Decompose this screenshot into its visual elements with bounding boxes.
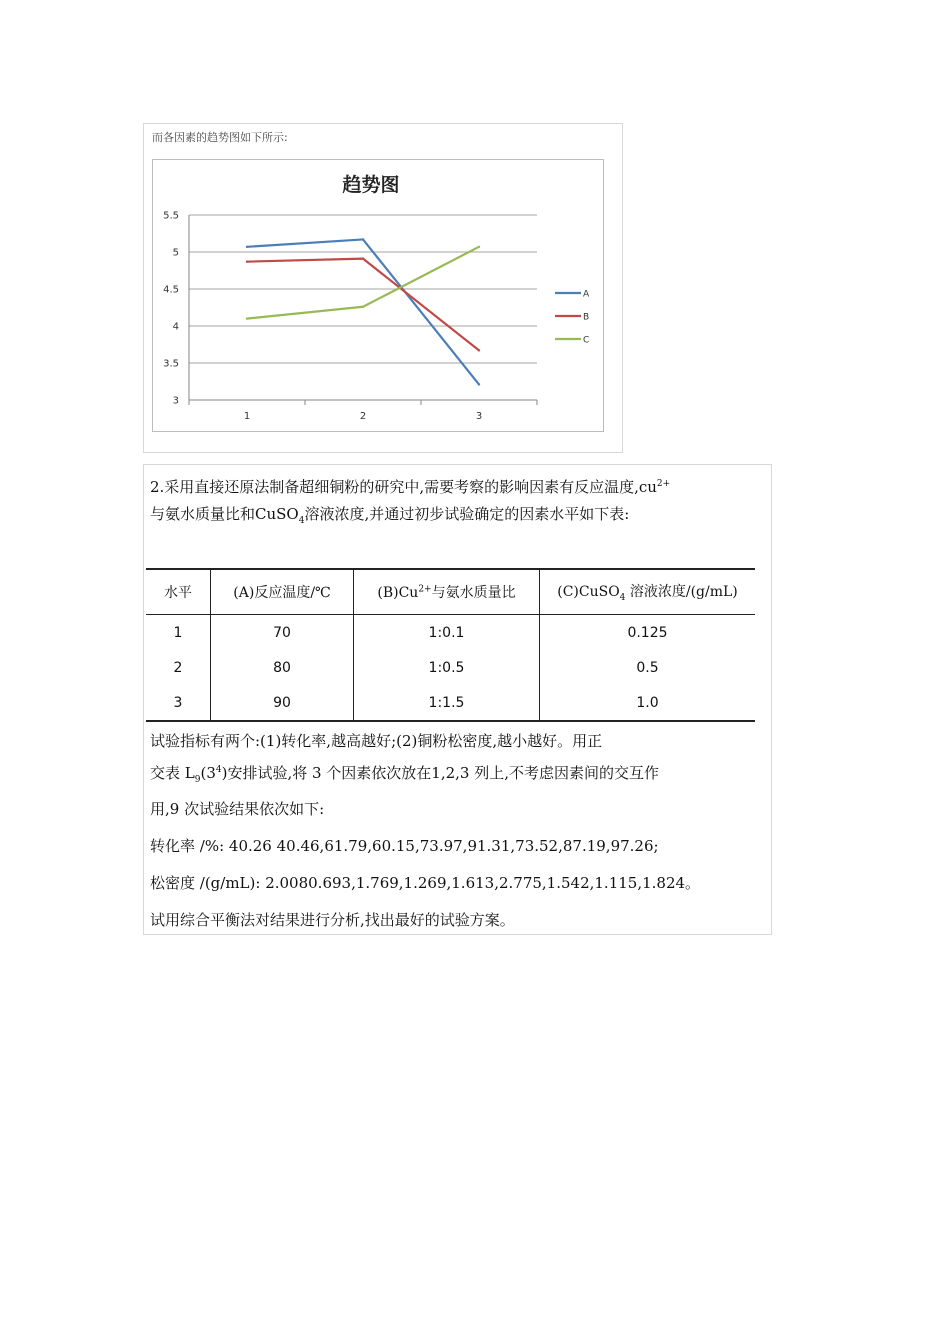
cell-b: 1:1.5 bbox=[354, 685, 540, 721]
data-point-b bbox=[478, 349, 480, 351]
cell-c: 0.125 bbox=[540, 615, 756, 651]
legend-label-a: A bbox=[583, 289, 590, 300]
table-row bbox=[146, 615, 755, 651]
body-line2a: 交表 L bbox=[150, 764, 195, 782]
y-tick-label: 4.5 bbox=[163, 284, 179, 296]
problem-intro-line2b: 溶液浓度,并通过初步试验确定的因素水平如下表: bbox=[304, 505, 630, 523]
problem-2 bbox=[143, 464, 772, 935]
header-b-post: 与氨水质量比 bbox=[431, 585, 516, 601]
data-point-b bbox=[246, 260, 248, 262]
factor-level-table bbox=[146, 568, 755, 722]
cell-b: 1:0.5 bbox=[354, 650, 540, 685]
body-line2b: )安排试验,将 3 个因素依次放在1,2,3 列上,不考虑因素间的交互作 bbox=[221, 764, 660, 782]
cell-a: 80 bbox=[211, 650, 354, 685]
data-point-a bbox=[478, 383, 480, 385]
header-a: (A)反应温度/℃ bbox=[211, 569, 354, 615]
cell-level: 2 bbox=[173, 659, 183, 676]
cell-b: 1:0.1 bbox=[354, 615, 540, 651]
cell-c: 0.5 bbox=[540, 650, 756, 685]
cell-a: 70 bbox=[211, 615, 354, 651]
y-tick-label: 5 bbox=[172, 247, 179, 259]
header-level: 水平 bbox=[164, 585, 192, 601]
legend-label-c: C bbox=[583, 335, 590, 346]
data-point-c bbox=[478, 246, 480, 248]
body-line2-sup: 4 bbox=[215, 765, 222, 775]
y-tick-label: 5.5 bbox=[163, 210, 179, 222]
problem-intro-line2a: 与氨水质量比和CuSO bbox=[150, 505, 299, 523]
cell-level: 3 bbox=[173, 694, 183, 711]
body-line3: 用,9 次试验结果依次如下: bbox=[150, 800, 325, 818]
trend-chart-svg bbox=[153, 160, 603, 431]
x-tick-label: 2 bbox=[359, 411, 367, 422]
trend-chart bbox=[152, 159, 604, 432]
chart-intro-text: 而各因素的趋势图如下所示: bbox=[152, 131, 288, 144]
cell-c: 1.0 bbox=[540, 685, 756, 721]
body-line2-sub: 9 bbox=[194, 775, 201, 785]
data-point-c bbox=[362, 306, 364, 308]
header-b-pre: (B)Cu bbox=[377, 585, 419, 601]
body-line2-mid: (3 bbox=[200, 764, 216, 782]
problem-intro-sub: 4 bbox=[298, 516, 305, 526]
x-tick-label: 1 bbox=[243, 411, 251, 422]
conversion-results: 转化率 /%: 40.26 40.46,61.79,60.15,73.97,91.31,73.52,87.19,97.26; bbox=[150, 837, 659, 855]
y-tick-label: 4 bbox=[172, 321, 179, 333]
y-tick-label: 3.5 bbox=[163, 358, 179, 370]
header-b-sup: 2+ bbox=[418, 584, 432, 595]
problem-intro-line1: 2.采用直接还原法制备超细铜粉的研究中,需要考察的影响因素有反应温度,cu bbox=[150, 478, 657, 496]
table-row bbox=[146, 685, 755, 721]
problem-intro-sup: 2+ bbox=[656, 479, 671, 489]
cell-a: 90 bbox=[211, 685, 354, 721]
table-header-row bbox=[146, 569, 755, 615]
header-b bbox=[354, 569, 540, 615]
data-point-b bbox=[362, 257, 364, 259]
table-row bbox=[146, 650, 755, 685]
header-c bbox=[540, 569, 756, 615]
chart-title: 趋势图 bbox=[342, 174, 400, 196]
header-c-post: 溶液浓度/(g/mL) bbox=[625, 584, 738, 601]
density-results: 松密度 /(g/mL): 2.0080.693,1.769,1.269,1.613,2.775,1.542,1.115,1.824。 bbox=[150, 874, 701, 892]
problem-body bbox=[150, 727, 700, 935]
legend-label-b: B bbox=[583, 312, 590, 323]
header-c-sub: 4 bbox=[619, 592, 626, 603]
header-c-pre: (C)CuSO bbox=[557, 584, 620, 601]
series-line-b bbox=[247, 259, 479, 351]
data-point-a bbox=[362, 238, 364, 240]
data-point-c bbox=[246, 317, 248, 319]
body-line1: 试验指标有两个:(1)转化率,越高越好;(2)铜粉松密度,越小越好。用正 bbox=[150, 732, 603, 750]
x-tick-label: 3 bbox=[475, 411, 483, 422]
chart-figure bbox=[143, 123, 623, 453]
data-point-a bbox=[246, 246, 248, 248]
problem-intro bbox=[150, 471, 670, 535]
y-tick-label: 3 bbox=[172, 395, 179, 407]
cell-level: 1 bbox=[173, 624, 183, 641]
question-text: 试用综合平衡法对结果进行分析,找出最好的试验方案。 bbox=[150, 911, 515, 929]
